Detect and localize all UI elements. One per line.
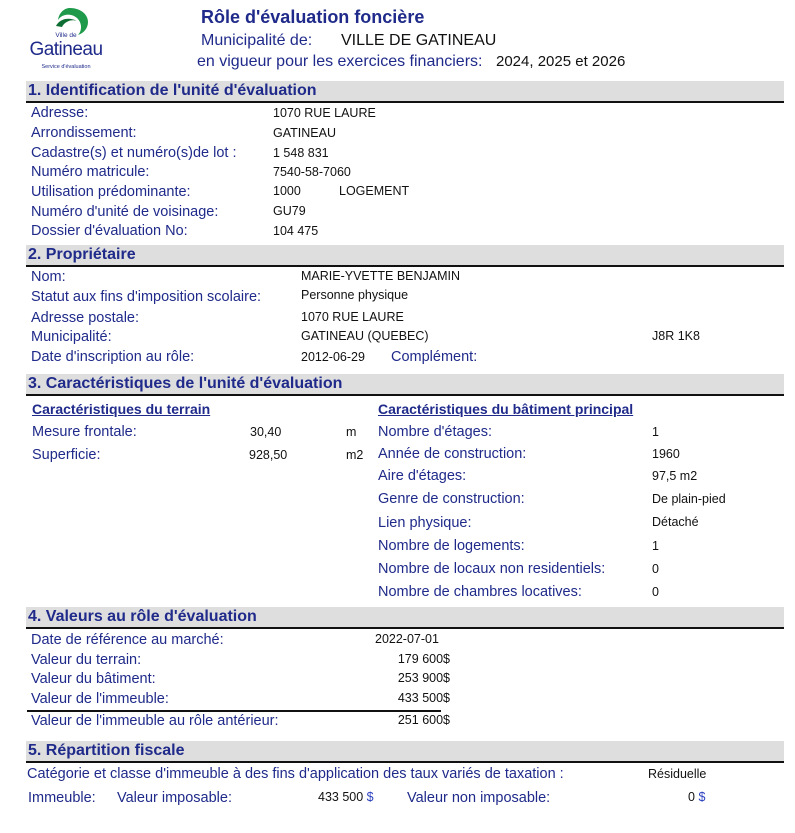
inscription-date-label: Date d'inscription au rôle: bbox=[31, 349, 195, 365]
section-1-header bbox=[26, 81, 784, 103]
valeur-anterieure-currency: $ bbox=[443, 713, 450, 727]
categorie-value: Résiduelle bbox=[648, 767, 707, 781]
dossier-label: Dossier d'évaluation No: bbox=[31, 223, 188, 239]
voisinage-value: GU79 bbox=[273, 204, 306, 218]
dossier-value: 104 475 bbox=[273, 224, 319, 238]
inscription-date-value: 2012-06-29 bbox=[301, 350, 365, 364]
aire-value: 97,5 m2 bbox=[652, 469, 698, 483]
matricule-value: 7540-58-7060 bbox=[273, 165, 351, 179]
matricule-label: Numéro matricule: bbox=[31, 164, 150, 180]
owner-name-label: Nom: bbox=[31, 269, 66, 285]
section-2-title: 2. Propriétaire bbox=[28, 246, 136, 263]
postal-address-value: 1070 RUE LAURE bbox=[301, 310, 404, 324]
years-label: en vigueur pour les exercices financiers: bbox=[197, 53, 483, 70]
batiment-heading: Caractéristiques du bâtiment principal bbox=[378, 401, 634, 417]
arrondissement-value: GATINEAU bbox=[273, 126, 336, 140]
valeur-terrain-currency: $ bbox=[443, 652, 450, 666]
municipality-label: Municipalité de: bbox=[201, 32, 313, 49]
valeur-imposable-amount: 433 500 bbox=[318, 790, 364, 804]
valeur-anterieure-value bbox=[370, 713, 450, 727]
section-4-title: 4. Valeurs au rôle d'évaluation bbox=[28, 608, 257, 625]
section-3-header bbox=[26, 374, 784, 396]
valeur-anterieure-label: Valeur de l'immeuble au rôle antérieur: bbox=[31, 713, 279, 729]
utilisation-value: LOGEMENT bbox=[339, 184, 410, 198]
valeur-non-imposable-label: Valeur non imposable: bbox=[407, 790, 551, 806]
valeur-batiment-currency: $ bbox=[443, 671, 450, 685]
voisinage-label: Numéro d'unité de voisinage: bbox=[31, 204, 219, 220]
logements-value: 1 bbox=[652, 539, 659, 553]
address-label: Adresse: bbox=[31, 105, 89, 121]
valeur-batiment-value bbox=[370, 671, 450, 685]
logements-label: Nombre de logements: bbox=[378, 538, 525, 554]
valeur-anterieure-amount: 251 600 bbox=[397, 713, 444, 727]
terrain-heading: Caractéristiques du terrain bbox=[32, 401, 211, 417]
logo-sub: Service d'évaluation bbox=[41, 64, 91, 70]
valeur-terrain-value bbox=[370, 652, 450, 666]
aire-label: Aire d'étages: bbox=[378, 468, 467, 484]
lien-value: Détaché bbox=[652, 515, 699, 529]
section-5-header bbox=[26, 741, 784, 763]
page-title: Rôle d'évaluation foncière bbox=[201, 7, 425, 27]
chambres-value: 0 bbox=[652, 585, 659, 599]
superficie-label: Superficie: bbox=[32, 447, 101, 463]
valeur-immeuble-currency: $ bbox=[443, 691, 450, 705]
mesure-frontale-unit: m bbox=[346, 425, 357, 439]
logo-name: Gatineau bbox=[29, 39, 103, 60]
categorie-label: Catégorie et classe d'immeuble à des fins d'application des taux variés de taxation : bbox=[27, 766, 564, 782]
chambres-label: Nombre de chambres locatives: bbox=[378, 584, 582, 600]
section-2-header bbox=[26, 245, 784, 267]
valeur-non-imposable-value bbox=[688, 790, 705, 804]
locaux-value: 0 bbox=[652, 562, 659, 576]
date-reference-label: Date de référence au marché: bbox=[31, 632, 224, 648]
postal-address-label: Adresse postale: bbox=[31, 310, 140, 326]
etages-label: Nombre d'étages: bbox=[378, 424, 492, 440]
owner-name-value: MARIE-YVETTE BENJAMIN bbox=[301, 269, 461, 283]
valeur-immeuble-label: Valeur de l'immeuble: bbox=[31, 691, 169, 707]
utilisation-label: Utilisation prédominante: bbox=[31, 184, 191, 200]
logo-top: Ville de bbox=[55, 32, 77, 39]
valeur-imposable-value bbox=[318, 790, 374, 804]
valeur-immeuble-amount: 433 500 bbox=[397, 691, 444, 705]
locaux-label: Nombre de locaux non residentiels: bbox=[378, 561, 606, 577]
valeur-terrain-label: Valeur du terrain: bbox=[31, 652, 142, 668]
valeur-imposable-label: Valeur imposable: bbox=[117, 790, 232, 806]
postal-code-value: J8R 1K8 bbox=[652, 329, 700, 343]
cadastre-value: 1 548 831 bbox=[273, 146, 329, 160]
superficie-value: 928,50 bbox=[249, 448, 288, 462]
section-5-title: 5. Répartition fiscale bbox=[28, 742, 185, 759]
owner-municipality-value: GATINEAU (QUEBEC) bbox=[301, 329, 429, 343]
annee-label: Année de construction: bbox=[378, 446, 527, 462]
valeur-non-imposable-currency: $ bbox=[698, 790, 706, 804]
genre-value: De plain-pied bbox=[652, 492, 726, 506]
arrondissement-label: Arrondissement: bbox=[31, 125, 137, 141]
date-reference-value: 2022-07-01 bbox=[375, 632, 439, 646]
section-3-title: 3. Caractéristiques de l'unité d'évaluation bbox=[28, 375, 343, 392]
mesure-frontale-label: Mesure frontale: bbox=[32, 424, 137, 440]
immeuble-label: Immeuble: bbox=[28, 790, 96, 806]
owner-municipality-label: Municipalité: bbox=[31, 329, 112, 345]
statut-value: Personne physique bbox=[301, 288, 409, 302]
statut-label: Statut aux fins d'imposition scolaire: bbox=[31, 289, 262, 305]
lien-label: Lien physique: bbox=[378, 515, 472, 531]
genre-label: Genre de construction: bbox=[378, 491, 525, 507]
complement-label: Complément: bbox=[391, 349, 478, 365]
annee-value: 1960 bbox=[652, 447, 680, 461]
superficie-unit: m2 bbox=[346, 448, 364, 462]
gatineau-logo bbox=[28, 6, 104, 74]
years-value: 2024, 2025 et 2026 bbox=[496, 53, 626, 70]
valeur-terrain-amount: 179 600 bbox=[397, 652, 444, 666]
valeur-non-imposable-amount: 0 bbox=[688, 790, 695, 804]
mesure-frontale-value: 30,40 bbox=[250, 425, 282, 439]
valeur-batiment-amount: 253 900 bbox=[397, 671, 444, 685]
cadastre-label: Cadastre(s) et numéro(s)de lot : bbox=[31, 145, 237, 161]
valeur-batiment-label: Valeur du bâtiment: bbox=[31, 671, 156, 687]
municipality-value: VILLE DE GATINEAU bbox=[341, 32, 497, 49]
address-value: 1070 RUE LAURE bbox=[273, 106, 376, 120]
section-4-header bbox=[26, 607, 784, 629]
valeur-imposable-currency: $ bbox=[366, 790, 374, 804]
etages-value: 1 bbox=[652, 425, 659, 439]
section-1-title: 1. Identification de l'unité d'évaluation bbox=[28, 82, 317, 99]
utilisation-code: 1000 bbox=[273, 184, 301, 198]
valeur-immeuble-value bbox=[370, 691, 450, 705]
values-divider bbox=[27, 710, 441, 712]
